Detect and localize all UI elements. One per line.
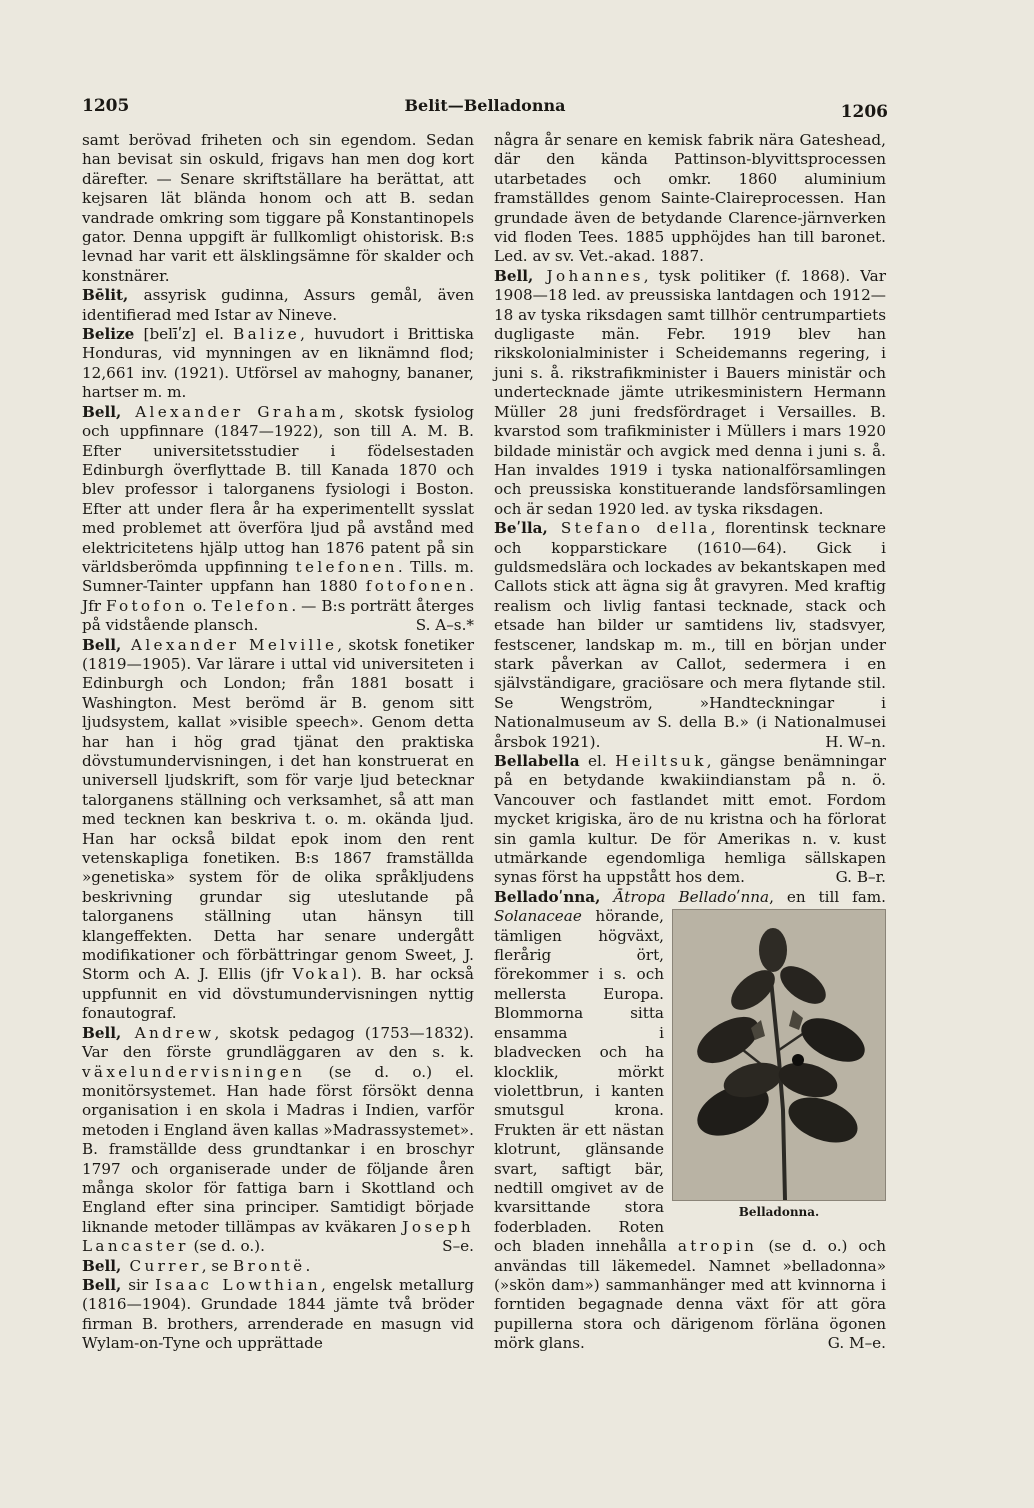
entry-keyword: Beʹlla, — [494, 519, 548, 538]
entry-belize: Belize [belīʹz] el. Balize, huvudort i Brittiska Honduras, vid mynningen av en liknämnd flod; 12,661 inv. (1921). Utförsel av mahogny, bananer, hartser m. m. — [82, 325, 474, 402]
entry-bell-isaac-lowthian: Bell, sir Isaac Lowthian, engelsk metallurg (1816—1904). Grundade 1844 jämte två bröder firman B. brothers, arrenderade en masugn vid Wylam-on-Tyne och upprättade — [82, 1275, 474, 1353]
entry-bell-johannes: Bell, Johannes, tysk politiker (f. 1868). Var 1908—18 led. av preussiska lantdagen och 1912—18 av tyska riksdagen samt tillhör centrumpartiets dugligaste män. Febr. 1919 blev han rikskolonialminister i Scheidemanns regering, i juni s. å. rikstrafikminister i Bauers ministär och undertecknade jämte utrikesministern Hermann Müller 28 juni fredsfördraget i Versailles. B. kvarstod som trafikminister i Müllers i mars 1920 bildade ministär och avgick med denna i juni s. å. Han invaldes 1919 i tyska nationalförsamlingen och preussiska konstituerande landsförsamlingen och är sedan 1920 led. av tyska riksdagen. — [494, 266, 886, 518]
entry-keyword: Bell, — [82, 1023, 122, 1042]
author-signature: G. B–r. — [835, 868, 886, 887]
author-signature: H. W–n. — [825, 732, 886, 751]
continued-text: samt berövad friheten och sin egendom. Sedan han bevisat sin oskuld, frigavs han men dog kort därefter. — Senare skriftställare ha berättat, att kejsaren lät blända honom och att B. sedan vandrade omkring som tiggare på Konstantinopels gator. Denna uppgift är fullkomligt ohistorisk. B:s levnad har varit ett älsklingsämne för skalder och konstnärer. — [82, 131, 474, 285]
entry-keyword: Bell, — [494, 266, 534, 285]
entry-keyword: Bell, — [82, 1275, 122, 1294]
figure-caption: Belladonna. — [738, 1205, 820, 1220]
entry-keyword: Belladoʹnna, — [494, 887, 601, 906]
belladonna-plant-illustration — [673, 910, 885, 1200]
author-signature: G. M–e. — [827, 1334, 886, 1353]
belladonna-plant-image — [672, 909, 886, 1201]
right-page-number: 1206 — [840, 102, 888, 122]
entry-bellabella: Bellabella el. Heiltsuk, gängse benämningar på en betydande kwakiindianstam på n. ö. Vancouver och fastlandet mitt emot. Fordom mycket krigiska, äro de nu kristna och ha förlorat sin gamla kultur. De för Amerikas n. v. kust utmärkande egendomliga hemliga sällskapen synas först ha uppstått hos dem. G. B–r. — [494, 752, 886, 887]
left-column — [82, 131, 474, 1354]
entry-bell-currer: Bell, Currer, se Brontë. — [82, 1256, 311, 1275]
continued-text: några år senare en kemisk fabrik nära Gateshead, där den kända Pattinson-blyvittsprocessen utarbetades och omkr. 1860 aluminium framställdes genom Sainte-Claireprocessen. Han grundade även de betydande Clarence-järnverken vid floden Tees. 1885 upphöjdes han till baronet. Led. av sv. Vet.-akad. 1887. — [494, 131, 886, 266]
entry-keyword: Bellabella — [494, 752, 580, 770]
entry-belladonna: Belladoʹnna, Ātropa Belladoʹnna, en till fam. Solanaceae Belladonna. hörande, tämligen högväxt, flerårig ört, förekommer i s. och mellersta Europa. Blommorna sitta ensamma i bladvecken och ha klocklik, mörkt violettbrun, i kanten smutsgul krona. Frukten är ett nästan klotrunt, glänsande svart, saftigt bär, nedtill omgivet av de kvarsittande stora foderbladen. Roten och bladen innehålla atropin (se d. o.) och användas till läkemedel. Namnet »belladonna» (»skön dam») sammanhänger med att kvinnorna i forntiden begagnade denna växt för att göra pupillerna stora och därigenom förläna ögonen mörk glans. G. M–e. — [494, 887, 886, 1353]
entry-bella-stefano-della: Beʹlla, Stefano della, florentinsk tecknare och kopparstickare (1610—64). Gick i guldsmedslära och lockades av bekantskapen med Callots stick att ägna sig åt gravyren. Med kraftig realism och livlig fantasi tecknade, stack och etsade han bilder ur samtidens liv, stadsvyer, festscener, landskap m. m., till en början under stark påverkan av Callot, sedermera i en självständigare, graciösare och mera flytande stil. Se Wengström, »Handteckningar i Nationalmuseum av S. della B.» (i Nationalmusei årsbok 1921). H. W–n. — [494, 519, 886, 751]
entry-bell-andrew: Bell, Andrew, skotsk pedagog (1753—1832). Var den förste grundläggaren av den s. k. växelundervisningen (se d. o.) el. monitörsystemet. Han hade först försökt denna organisation i en skola i Madras i Indien, varför metoden i England även kallas »Madrassystemet». B. framställde dess grundtankar i en broschyr 1797 och organiserade under de följande åren många skolor för fattiga barn i Skottland och England efter sina principer. Samtidigt började liknande metoder tillämpas av kväkaren Joseph Lancaster (se d. o.). S–e. — [82, 1023, 474, 1256]
entry-keyword: Belize — [82, 325, 135, 344]
entry-keyword: Bēlit, — [82, 286, 129, 305]
entry-bell-alexander-melville: Bell, Alexander Melville, skotsk fonetiker (1819—1905). Var lärare i uttal vid universiteten i Edinburgh och London; från 1881 bosatt i Washington. Mest berömd är B. genom sitt ljudsystem, kallat »visible speech». Genom detta har han i hög grad tjänat den praktiska dövstumundervisningen, i det han konstruerat en universell ljudskrift, som för varje ljud betecknar talorganens ställning och verksamhet, så att man med tecknen kan beskriva t. o. m. okända ljud. Han har också bildat epok inom den rent vetenskapliga fonetiken. B:s 1867 framställda »genetiska» system för de olika språkljudens beskrivning grundar sig uteslutande på talorganens ställning utan hänsyn till klangeffekten. Detta har senare undergått modifikationer och förbättringar genom Sweet, J. Storm och A. J. Ellis (jfr Vokal). B. har också uppfunnit en vid dövstumundervisningen nyttig fonautograf. — [82, 635, 474, 1023]
entry-bell-alexander-graham: Bell, Alexander Graham, skotsk fysiolog och uppfinnare (1847—1922), son till A. M. B. Efter universitetsstudier i födelsestaden Edinburgh överflyttade B. till Kanada 1870 och blev professor i talorganens fysiologi i Boston. Efter att under flera år ha experimentellt sysslat med problemet att överföra ljud på avstånd med elektricitetens hjälp uttog han 1876 patent på sin världsberömda uppfinning telefonen. Tills. m. Sumner-Tainter uppfann han 1880 fotofonen. Jfr Fotofon o. Telefon. — B:s porträtt återges på vidstående plansch. S. A–s.* — [82, 402, 474, 635]
entry-keyword: Bell, — [82, 402, 122, 421]
running-headwords: Belit—Belladonna — [404, 96, 566, 115]
author-signature: S. A–s.* — [415, 616, 474, 635]
left-page-number: 1205 — [82, 96, 130, 116]
right-column — [494, 131, 886, 1354]
page-header — [82, 96, 888, 120]
entry-keyword: Bell, — [82, 1256, 122, 1275]
belladonna-figure — [672, 909, 886, 1222]
entry-keyword: Bell, — [82, 635, 122, 654]
author-signature: S–e. — [442, 1237, 474, 1256]
entry-belit: Bēlit, assyrisk gudinna, Assurs gemål, även identifierad med Istar av Nineve. — [82, 286, 474, 324]
